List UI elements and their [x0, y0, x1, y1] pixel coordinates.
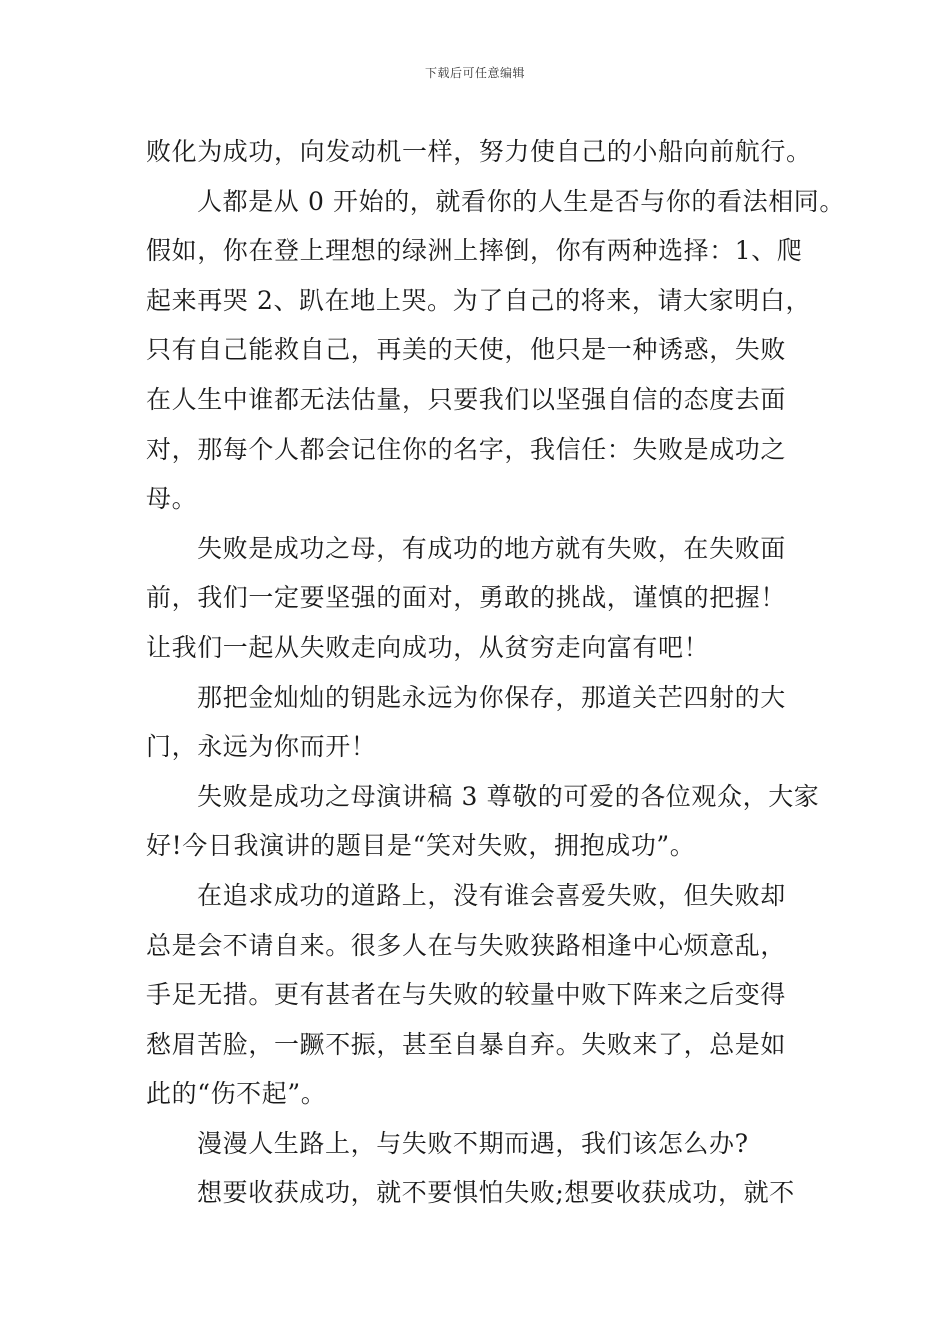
text-line: 母。	[146, 484, 198, 514]
text-line: 漫漫人生路上，与失败不期而遇，我们该怎么办?	[197, 1128, 749, 1158]
text-line: 在追求成功的道路上，没有谁会喜爱失败，但失败却	[197, 880, 786, 910]
text-line: 总是会不请自来。很多人在与失败狭路相逢中心烦意乱，	[146, 930, 787, 960]
text-line: 失败是成功之母演讲稿 3 尊敬的可爱的各位观众，大家	[197, 781, 820, 811]
text-line: 只有自己能救自己，再美的天使，他只是一种诱惑，失败	[146, 335, 787, 365]
text-line: 那把金灿灿的钥匙永远为你保存，那道关芒四射的大	[197, 682, 786, 712]
text-line: 假如，你在登上理想的绿洲上摔倒，你有两种选择：1、爬	[146, 236, 803, 266]
text-line: 在人生中谁都无法估量，只要我们以坚强自信的态度去面	[146, 384, 787, 414]
page-header: 下载后可任意编辑	[424, 66, 525, 80]
text-line: 愁眉苦脸，一蹶不振，甚至自暴自弃。失败来了，总是如	[146, 1029, 787, 1059]
text-line: 起来再哭 2、趴在地上哭。为了自己的将来，请大家明白，	[146, 285, 812, 315]
document-body	[146, 127, 846, 1218]
text-line: 对，那每个人都会记住你的名字，我信任：失败是成功之	[146, 434, 787, 464]
text-line: 人都是从 0 开始的，就看你的人生是否与你的看法相同。	[197, 186, 846, 216]
text-line: 失败是成功之母，有成功的地方就有失败，在失败面	[197, 533, 786, 563]
text-line: 想要收获成功，就不要惧怕失败;想要收获成功，就不	[197, 1178, 795, 1208]
text-line: 门，永远为你而开！	[146, 732, 377, 762]
text-line: 此的“伤不起”。	[146, 1079, 327, 1109]
text-line: 败化为成功，向发动机一样，努力使自己的小船向前航行。	[146, 137, 812, 166]
text-line: 前，我们一定要坚强的面对，勇敢的挑战，谨慎的把握！	[146, 583, 787, 613]
text-line: 好!今日我演讲的题目是“笑对失败，拥抱成功”。	[146, 831, 696, 861]
text-line: 手足无措。更有甚者在与失败的较量中败下阵来之后变得	[146, 980, 787, 1010]
text-line: 让我们一起从失败走向成功，从贫穷走向富有吧！	[146, 632, 710, 662]
